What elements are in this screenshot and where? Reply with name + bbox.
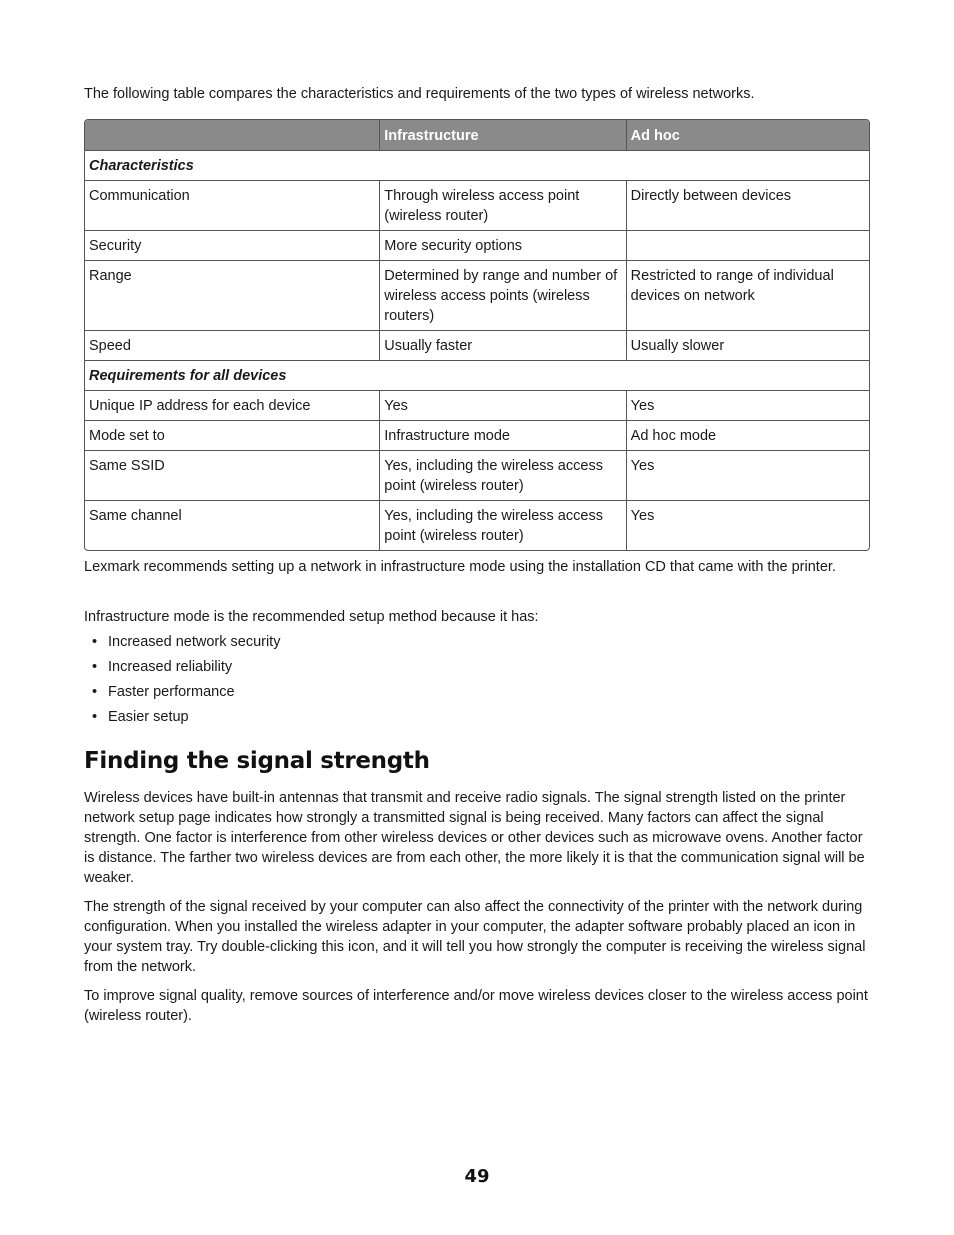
table-row <box>85 391 869 421</box>
list-item-text: Easier setup <box>108 709 189 725</box>
table-cell: Speed <box>85 331 380 361</box>
section-row <box>85 151 869 181</box>
table-cell: Yes, including the wireless access point (wireless router) <box>380 451 626 501</box>
bullet-icon: • <box>92 659 98 675</box>
table-row <box>85 181 869 231</box>
table-row <box>85 261 869 331</box>
table-cell: More security options <box>380 231 626 261</box>
list-item-text: Increased network security <box>108 634 281 650</box>
benefits-list <box>84 632 280 732</box>
table-row <box>85 421 869 451</box>
bullet-icon: • <box>92 709 98 725</box>
list-item-text: Increased reliability <box>108 659 233 675</box>
table-cell: Ad hoc mode <box>627 421 869 451</box>
section-requirements: Requirements for all devices <box>85 361 869 391</box>
body-paragraph: The strength of the signal received by your computer can also affect the connectivity of the printer with the network during configuration. When you installed the wireless adapter in your computer, the adapter software probably placed an icon in your system tray. Try double-clicking this icon, and it will tell you how strongly the computer is receiving the wireless signal from the network. <box>84 899 866 975</box>
table-cell: Same channel <box>85 501 380 550</box>
table-cell: Directly between devices <box>627 181 869 231</box>
list-item <box>84 632 280 657</box>
table-cell: Communication <box>85 181 380 231</box>
table-row <box>85 501 869 550</box>
table-cell: Infrastructure mode <box>380 421 626 451</box>
section-heading: Finding the signal strength <box>84 748 430 774</box>
header-infrastructure: Infrastructure <box>380 120 626 151</box>
table-cell: Yes <box>627 451 869 501</box>
comparison-table <box>84 119 870 551</box>
section-row <box>85 361 869 391</box>
table-header-row <box>85 120 869 151</box>
table-cell: Restricted to range of individual devices on network <box>627 261 869 331</box>
table-cell <box>627 231 869 261</box>
header-ad-hoc: Ad hoc <box>627 120 869 151</box>
recommendation-paragraph: Lexmark recommends setting up a network in infrastructure mode using the installation CD that came with the printer. <box>84 559 836 575</box>
table-row <box>85 451 869 501</box>
table-row <box>85 231 869 261</box>
section-characteristics: Characteristics <box>85 151 869 181</box>
bullet-icon: • <box>92 634 98 650</box>
table-cell: Through wireless access point (wireless router) <box>380 181 626 231</box>
list-item-text: Faster performance <box>108 684 235 700</box>
table-cell: Mode set to <box>85 421 380 451</box>
table-cell: Yes <box>627 391 869 421</box>
list-item <box>84 682 280 707</box>
page-number: 49 <box>464 1166 490 1187</box>
table-cell: Unique IP address for each device <box>85 391 380 421</box>
bullets-intro: Infrastructure mode is the recommended setup method because it has: <box>84 609 539 625</box>
body-paragraph: Wireless devices have built-in antennas that transmit and receive radio signals. The signal strength listed on the printer network setup page indicates how strongly a transmitted signal is being received. Many factors can affect the signal strength. One factor is interference from other wireless devices or other devices such as microwave ovens. Another factor is distance. The farther two wireless devices are from each other, the more likely it is that the communication signal will be weaker. <box>84 790 865 886</box>
table-cell: Yes, including the wireless access point (wireless router) <box>380 501 626 550</box>
list-item <box>84 707 280 732</box>
table-cell: Usually faster <box>380 331 626 361</box>
table-cell: Same SSID <box>85 451 380 501</box>
table-cell: Yes <box>630 508 655 524</box>
table-cell: Usually slower <box>627 331 869 361</box>
table-cell: Range <box>85 261 380 331</box>
intro-text: The following table compares the characteristics and requirements of the two types of wireless networks. <box>84 86 755 102</box>
table-cell: Determined by range and number of wireless access points (wireless routers) <box>380 261 626 331</box>
table-cell: Security <box>85 231 380 261</box>
table-cell: Yes <box>380 391 626 421</box>
list-item <box>84 657 280 682</box>
body-paragraph: To improve signal quality, remove sources of interference and/or move wireless devices closer to the wireless access point (wireless router). <box>84 988 868 1024</box>
header-blank <box>85 120 380 151</box>
bullet-icon: • <box>92 684 98 700</box>
table-row <box>85 331 869 361</box>
